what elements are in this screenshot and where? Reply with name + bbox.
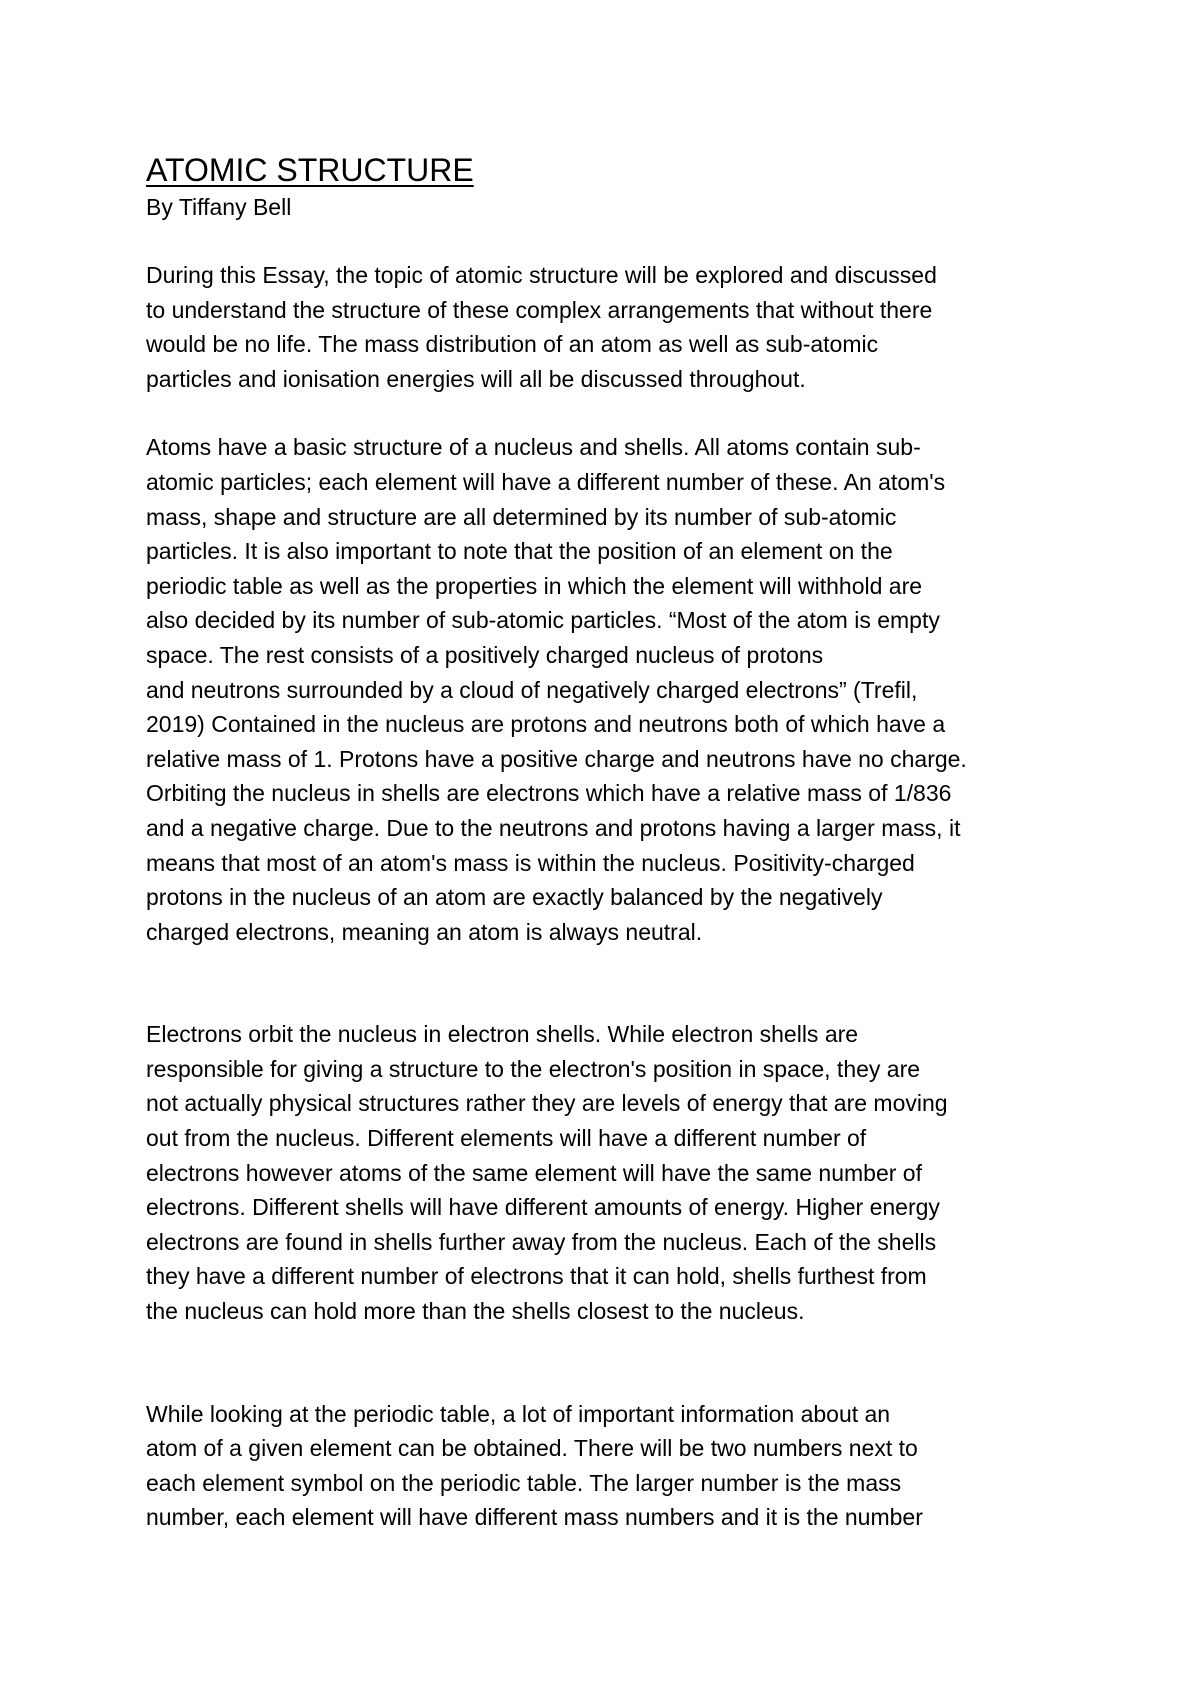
text-line: charged electrons, meaning an atom is always neutral. (146, 918, 703, 945)
text-line: also decided by its number of sub-atomic particles. “Most of the atom is empty (146, 607, 940, 634)
paragraph-periodic-table (146, 1397, 1076, 1535)
text-line: they have a different number of electrons that it can hold, shells furthest from (146, 1263, 927, 1290)
text-line: While looking at the periodic table, a lot of important information about an (146, 1400, 891, 1427)
document-title: ATOMIC STRUCTURE (146, 152, 474, 188)
text-line: the nucleus can hold more than the shells closest to the nucleus. (146, 1298, 805, 1325)
paragraph-electron-shells (146, 1017, 1076, 1328)
paragraph-atom-structure (146, 430, 1076, 949)
text-line: electrons. Different shells will have different amounts of energy. Higher energy (146, 1194, 940, 1221)
text-line: particles. It is also important to note that the position of an element on the (146, 538, 893, 565)
document-body (146, 150, 1076, 1535)
text-line: particles and ionisation energies will all be discussed throughout. (146, 365, 806, 392)
text-line: atomic particles; each element will have a different number of these. An atom's (146, 468, 946, 495)
text-line: each element symbol on the periodic table. The larger number is the mass (146, 1469, 902, 1496)
paragraph-introduction (146, 258, 1076, 396)
text-line: out from the nucleus. Different elements will have a different number of (146, 1125, 867, 1152)
document-author: By Tiffany Bell (146, 194, 292, 220)
text-line: space. The rest consists of a positively charged nucleus of protons (146, 641, 824, 668)
text-line: would be no life. The mass distribution of an atom as well as sub-atomic (146, 331, 879, 358)
text-line: not actually physical structures rather they are levels of energy that are moving (146, 1090, 948, 1117)
text-line: Atoms have a basic structure of a nucleus and shells. All atoms contain sub- (146, 434, 921, 461)
text-line: and a negative charge. Due to the neutrons and protons having a larger mass, it (146, 814, 961, 841)
text-line: Electrons orbit the nucleus in electron shells. While electron shells are (146, 1021, 859, 1048)
text-line: to understand the structure of these complex arrangements that without there (146, 296, 933, 323)
text-line: and neutrons surrounded by a cloud of negatively charged electrons” (Trefil, (146, 676, 918, 703)
text-line: During this Essay, the topic of atomic structure will be explored and discussed (146, 262, 937, 288)
text-line: mass, shape and structure are all determined by its number of sub-atomic (146, 503, 897, 530)
text-line: periodic table as well as the properties in which the element will withhold are (146, 572, 923, 599)
text-line: responsible for giving a structure to the electron's position in space, they are (146, 1055, 921, 1082)
text-line: Orbiting the nucleus in shells are electrons which have a relative mass of 1/836 (146, 780, 952, 807)
text-line: number, each element will have different mass numbers and it is the number (146, 1504, 923, 1531)
text-line: relative mass of 1. Protons have a positive charge and neutrons have no charge. (146, 745, 967, 772)
text-line: atom of a given element can be obtained. There will be two numbers next to (146, 1435, 918, 1462)
text-line: 2019) Contained in the nucleus are protons and neutrons both of which have a (146, 711, 946, 738)
text-line: protons in the nucleus of an atom are exactly balanced by the negatively (146, 884, 883, 911)
text-line: electrons however atoms of the same element will have the same number of (146, 1159, 922, 1186)
text-line: electrons are found in shells further away from the nucleus. Each of the shells (146, 1228, 937, 1255)
text-line: means that most of an atom's mass is within the nucleus. Positivity-charged (146, 849, 915, 876)
